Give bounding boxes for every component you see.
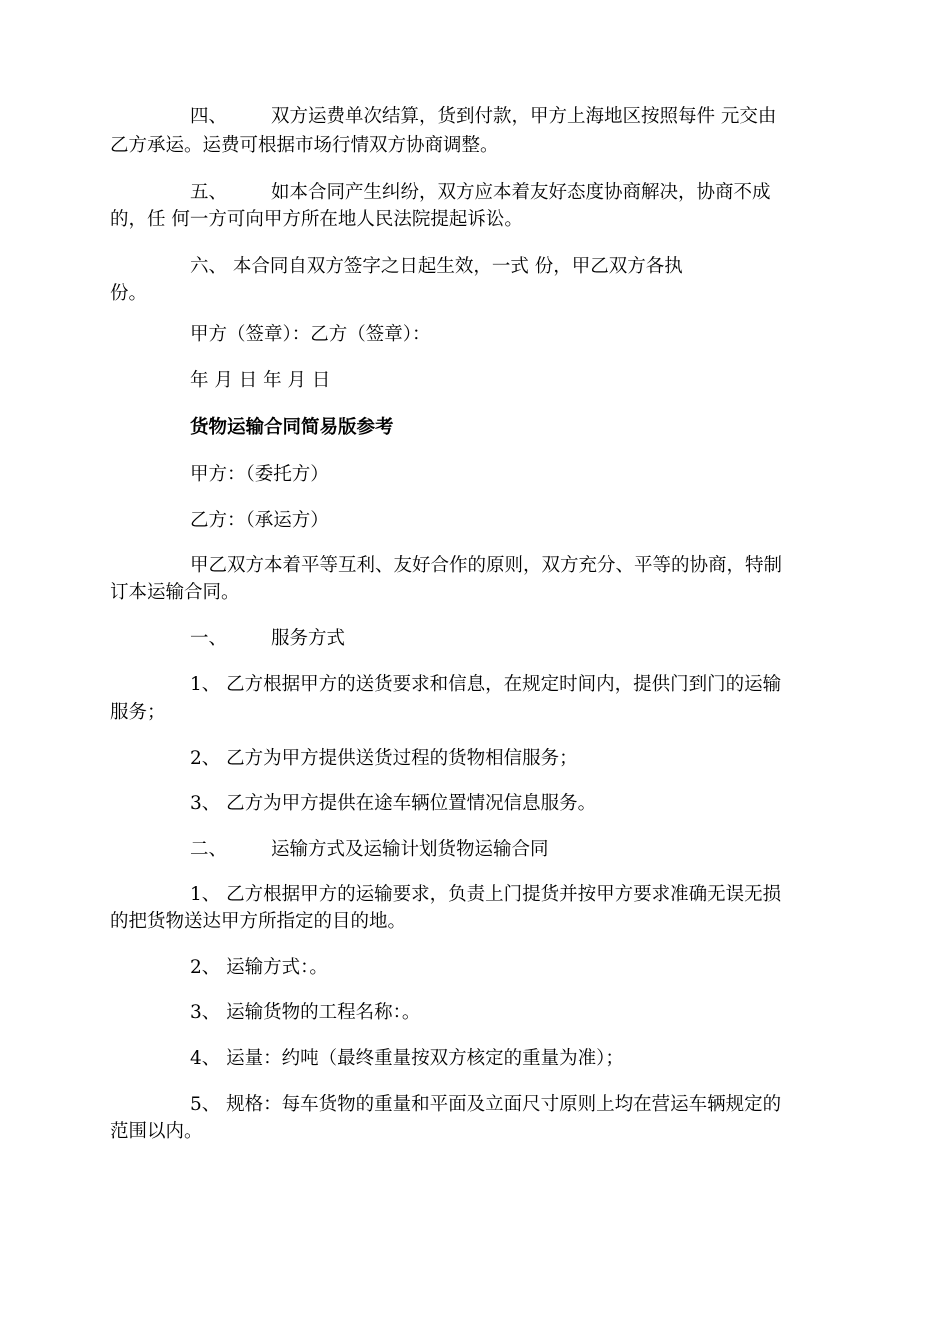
- clause-4-line-1: [110, 102, 845, 132]
- section-2-item-2: [110, 953, 845, 983]
- section-1-heading: [110, 624, 845, 654]
- clause-5-line-1: [110, 178, 845, 208]
- clause-5-number: 五、: [190, 182, 228, 203]
- clause-4-number: 四、: [190, 106, 228, 127]
- section-2-title: 运输方式及运输计划货物运输合同: [271, 839, 549, 860]
- section-1-item-3-text: 3、 乙方为甲方提供在途车辆位置情况信息服务。: [190, 793, 597, 814]
- signature-line: [110, 320, 845, 350]
- section-2-item-4-text: 4、 运量：约吨（最终重量按双方核定的重量为准）；: [190, 1048, 624, 1069]
- document-title: 货物运输合同简易版参考: [190, 417, 394, 438]
- section-1-item-2: [110, 744, 845, 774]
- clause-5-line-2: 的，任 何一方可向甲方所在地人民法院提起诉讼。: [110, 209, 523, 230]
- section-1-item-3: [110, 789, 845, 819]
- clause-6-line-2: 份。: [110, 283, 148, 304]
- section-2-item-1-text: 1、 乙方根据甲方的运输要求，负责上门提货并按甲方要求准确无误无损: [190, 884, 782, 905]
- intro-line-2: 订本运输合同。: [110, 582, 240, 603]
- intro-text: 甲乙双方本着平等互利、友好合作的原则，双方充分、平等的协商，特制: [190, 555, 783, 576]
- section-2-number: 二、: [190, 839, 228, 860]
- clause-4-text: 双方运费单次结算，货到付款，甲方上海地区按照每件 元交由: [271, 106, 777, 127]
- section-1-number: 一、: [190, 628, 228, 649]
- section-2-item-5-line-2: 范围以内。: [110, 1121, 203, 1142]
- section-1-item-2-text: 2、 乙方为甲方提供送货过程的货物相信服务；: [190, 748, 578, 769]
- party-a-line: [110, 460, 845, 490]
- party-a-text: 甲方：（委托方）: [190, 464, 329, 485]
- clause-5-text: 如本合同产生纠纷，双方应本着友好态度协商解决，协商不成: [271, 182, 771, 203]
- section-2-heading: [110, 835, 845, 865]
- section-1-title: 服务方式: [271, 628, 346, 649]
- date-line: [110, 366, 845, 396]
- party-b-text: 乙方：（承运方）: [190, 510, 329, 531]
- section-2-item-3: [110, 998, 845, 1028]
- section-2-item-2-text: 2、 运输方式：。: [190, 957, 328, 978]
- section-1-item-1-line-2: 服务；: [110, 702, 166, 723]
- date-text: 年 月 日 年 月 日: [190, 370, 331, 391]
- intro-line-1: [110, 551, 845, 581]
- signature-text: 甲方（签章）：乙方（签章）：: [190, 324, 431, 345]
- section-1-item-1-line-1: [110, 670, 845, 700]
- section-2-item-3-text: 3、 运输货物的工程名称：。: [190, 1002, 421, 1023]
- section-2-item-4: [110, 1044, 845, 1074]
- clause-6-line-1: [110, 252, 845, 282]
- section-2-item-5-text: 5、 规格：每车货物的重量和平面及立面尺寸原则上均在营运车辆规定的: [190, 1094, 782, 1115]
- section-1-item-1-text: 1、 乙方根据甲方的送货要求和信息，在规定时间内，提供门到门的运输: [190, 674, 782, 695]
- clause-4-line-2: 乙方承运。运费可根据市场行情双方协商调整。: [110, 135, 499, 156]
- section-heading: [110, 413, 845, 443]
- section-2-item-5-line-1: [110, 1090, 845, 1120]
- section-2-item-1-line-1: [110, 880, 845, 910]
- section-2-item-1-line-2: 的把货物送达甲方所指定的目的地。: [110, 911, 407, 932]
- party-b-line: [110, 506, 845, 536]
- clause-6-text: 六、 本合同自双方签字之日起生效，一式 份，甲乙双方各执: [190, 256, 683, 277]
